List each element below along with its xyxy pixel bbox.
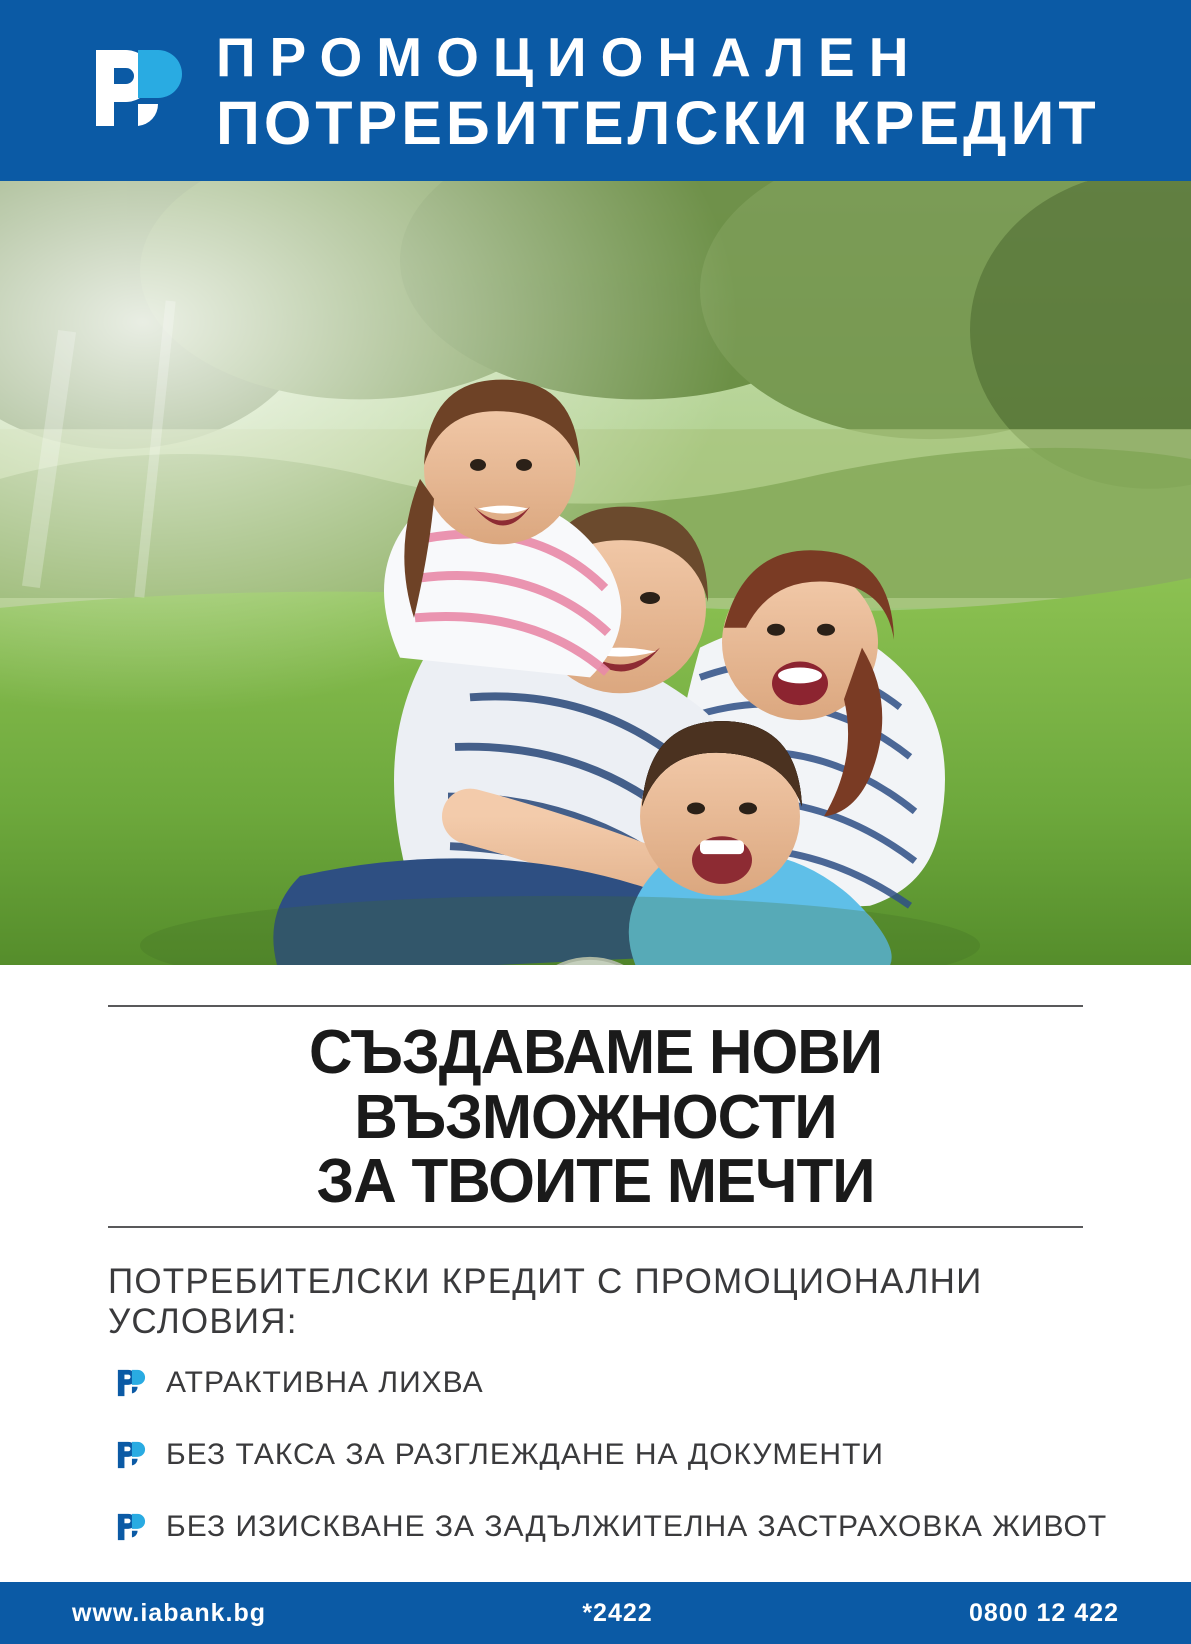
list-item-label: БЕЗ ИЗИСКВАНЕ ЗА ЗАДЪЛЖИТЕЛНА ЗАСТРАХОВКА ЖИВОТ — [166, 1510, 1108, 1544]
benefits-list — [108, 1366, 1108, 1544]
page-title — [123, 1007, 1069, 1226]
list-item-label: АТРАКТИВНА ЛИХВА — [166, 1366, 484, 1400]
poster-title-line2: ПОТРЕБИТЕЛСКИ КРЕДИТ — [216, 89, 1100, 158]
list-item-label: БЕЗ ТАКСА ЗА РАЗГЛЕЖДАНЕ НА ДОКУМЕНТИ — [166, 1438, 884, 1472]
ia-bank-logo — [86, 44, 182, 140]
phone-number[interactable]: 0800 12 422 — [968, 1598, 1119, 1627]
header-titles — [216, 25, 1100, 158]
poster-title-line1: ПРОМОЦИОНАЛЕН — [216, 26, 923, 89]
website-link[interactable]: www.iabank.bg — [72, 1598, 267, 1627]
ia-bank-mark-icon — [116, 1440, 146, 1470]
hero-photo — [0, 181, 1191, 965]
list-item — [108, 1438, 1083, 1472]
ia-bank-mark-icon — [116, 1368, 146, 1398]
ia-bank-mark-icon — [116, 1512, 146, 1542]
headline-line2: ЗА ТВОИТЕ МЕЧТИ — [316, 1146, 875, 1216]
list-item — [108, 1510, 1108, 1544]
header — [0, 0, 1191, 181]
subheading: ПОТРЕБИТЕЛСКИ КРЕДИТ С ПРОМОЦИОНАЛНИ УСЛОВИЯ: — [108, 1262, 983, 1342]
short-number[interactable]: *2422 — [582, 1598, 653, 1627]
main-content — [0, 965, 1191, 1582]
footer — [0, 1582, 1191, 1644]
list-item — [108, 1366, 1083, 1400]
headline-line1: СЪЗДАВАМЕ НОВИ ВЪЗМОЖНОСТИ — [309, 1018, 882, 1152]
